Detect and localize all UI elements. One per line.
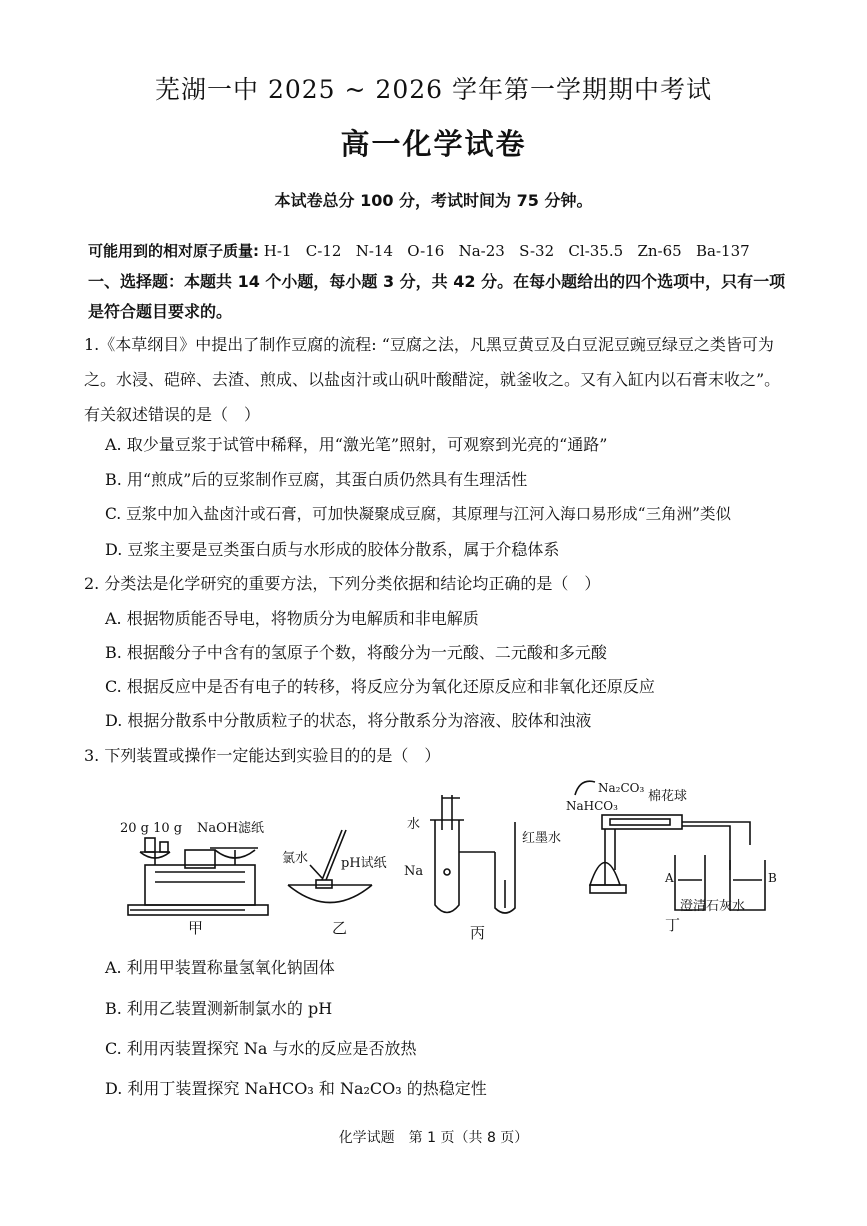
red-ink-label: 红墨水 xyxy=(522,831,562,846)
q2-option-d: D. 根据分散系中分散质粒子的状态，将分散系分为溶液、胶体和浊液 xyxy=(105,711,592,730)
q3-option-b: B. 利用乙装置测新制氯水的 pH xyxy=(105,999,333,1018)
beaker-a-label: A xyxy=(665,871,674,885)
na-label: Na xyxy=(404,864,424,879)
q1-option-a: A. 取少量豆浆于试管中稀释，用“激光笔”照射，可观察到光亮的“通路” xyxy=(105,435,608,454)
nahco3-label: NaHCO₃ xyxy=(566,799,618,813)
q2-stem: 2. 分类法是化学研究的重要方法，下列分类依据和结论均正确的是（ ） xyxy=(84,574,601,593)
q2-option-c: C. 根据反应中是否有电子的转移，将反应分为氧化还原反应和非氧化还原反应 xyxy=(105,677,655,696)
fig-label-jia: 甲 xyxy=(188,919,204,937)
filter-paper-label: 滤纸 xyxy=(238,821,265,836)
q2-option-b: B. 根据酸分子中含有的氢原子个数，将酸分为一元酸、二元酸和多元酸 xyxy=(105,643,607,662)
naoh-label: NaOH xyxy=(197,821,239,836)
fig-label-yi: 乙 xyxy=(332,919,348,937)
cotton-ball-label: 棉花球 xyxy=(648,789,688,804)
q1-option-b: B. 用“煎成”后的豆浆制作豆腐，其蛋白质仍然具有生理活性 xyxy=(105,470,528,489)
water-label: 水 xyxy=(407,817,421,832)
exam-title: 芜湖一中 2025 ~ 2026 学年第一学期期中考试 xyxy=(155,75,712,104)
limewater-label: 澄清石灰水 xyxy=(680,899,746,914)
atomic-masses xyxy=(88,240,750,261)
page-footer: 化学试题 第 1 页（共 8 页） xyxy=(338,1130,529,1146)
q1-option-d: D. 豆浆主要是豆类蛋白质与水形成的胶体分散系，属于介稳体系 xyxy=(105,540,560,559)
fig-label-ding: 丁 xyxy=(665,916,681,934)
atomic-masses-values: H-1 C-12 N-14 O-16 Na-23 S-32 Cl-35.5 Zn-65 Ba-137 xyxy=(263,242,750,260)
q2-option-a: A. 根据物质能否导电，将物质分为电解质和非电解质 xyxy=(105,609,479,628)
atomic-masses-label: 可能用到的相对原子质量: xyxy=(88,242,259,260)
exam-subtitle: 高一化学试卷 xyxy=(340,127,527,161)
ph-paper-label: pH试纸 xyxy=(341,856,387,871)
na2co3-label: Na₂CO₃ xyxy=(598,781,645,795)
q1-stem: 1.《本草纲目》中提出了制作豆腐的流程: “豆腐之法，凡黑豆黄豆及白豆泥豆豌豆绿豆之类皆可为之。水浸、硙碎、去渣、煎成、以盐卤汁或山矾叶酸醋淀，就釜收之。又有入缸内以石膏末收之”。有关叙述错误的是（ ） xyxy=(84,335,781,424)
beaker-b-label: B xyxy=(768,871,777,885)
weights-label: 20 g 10 g xyxy=(120,821,183,836)
section-heading: 一、选择题：本题共 14 个小题，每小题 3 分，共 42 分。在每小题给出的四个选项中，只有一项是符合题目要求的。 xyxy=(88,272,786,321)
exam-info: 本试卷总分 100 分，考试时间为 75 分钟。 xyxy=(274,191,593,210)
fig-label-bing: 丙 xyxy=(470,924,486,942)
chlorine-water-label: 氯水 xyxy=(282,851,309,866)
q3-stem: 3. 下列装置或操作一定能达到实验目的的是（ ） xyxy=(84,746,441,765)
q3-option-a: A. 利用甲装置称量氢氧化钠固体 xyxy=(105,958,335,977)
q3-apparatus-figure xyxy=(110,770,790,945)
balance-apparatus xyxy=(128,838,268,915)
q3-option-c: C. 利用丙装置探究 Na 与水的反应是否放热 xyxy=(105,1039,417,1058)
na-water-apparatus xyxy=(430,795,515,913)
q3-option-d: D. 利用丁装置探究 NaHCO₃ 和 Na₂CO₃ 的热稳定性 xyxy=(105,1079,487,1098)
q1-option-c: C. 豆浆中加入盐卤汁或石膏，可加快凝聚成豆腐，其原理与江河入海口易形成“三角洲”类似 xyxy=(105,505,732,523)
